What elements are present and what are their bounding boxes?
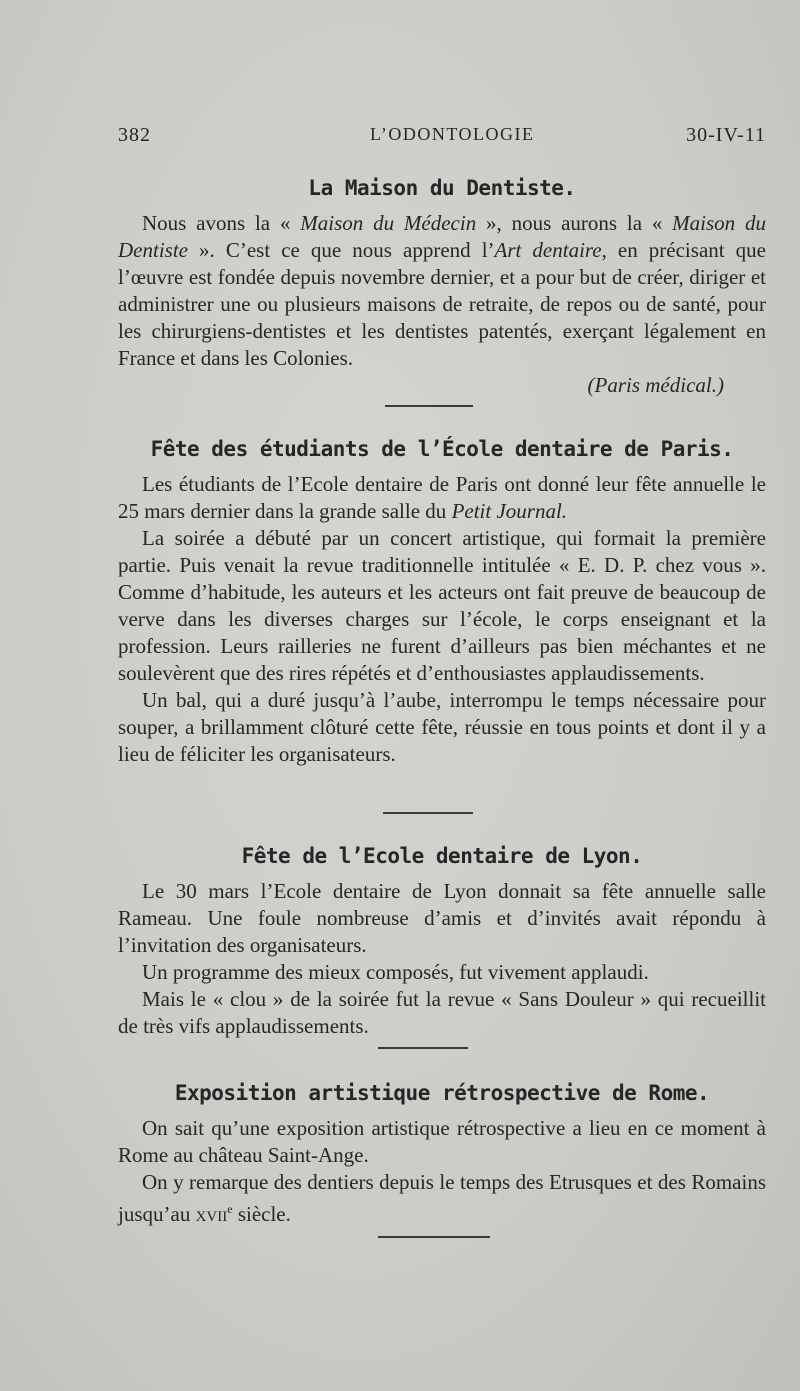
paragraph: On sait qu’une exposition artistique rétrospective a lieu en ce moment à Rome au château Saint-Ange. [118,1116,766,1167]
section-title: Fête de l’Ecole dentaire de Lyon. [241,844,643,868]
section-divider [378,1236,490,1238]
paragraph: Un bal, qui a duré jusqu’à l’aube, interrompu le temps nécessaire pour souper, a brillamment clôturé cette fête, réussie en tous points et dont il y a lieu de féliciter les organisateurs. [118,688,766,766]
paragraph: Les étudiants de l’Ecole dentaire de Paris ont donné leur fête annuelle le 25 mars dernier dans la grande salle du Petit Journal. [118,472,766,523]
section-exposition-rome [118,1081,766,1228]
issue-date: 30-IV-11 [686,124,766,146]
running-head [118,124,766,154]
paragraph: Nous avons la « Maison du Médecin », nous aurons la « Maison du Dentiste ». C’est ce que nous apprend l’Art dentaire, en précisant que l’œuvre est fondée depuis novembre dernier, et a pour but de créer, diriger et administrer une ou plusieurs maisons de retraite, de repos ou de santé, pour les chirurgiens-dentistes et les dentistes patentés, exerçant légalement en France et dans les Colonies. [118,211,766,370]
section-divider [378,1047,468,1049]
paragraph: On y remarque des dentiers depuis le temps des Etrusques et des Romains jusqu’au xvii$^e$ siècle. [118,1170,766,1226]
section-title: Fête des étudiants de l’École dentaire de Paris. [150,437,734,461]
section-title: Exposition artistique rétrospective de Rome. [174,1081,710,1105]
paragraph: Le 30 mars l’Ecole dentaire de Lyon donnait sa fête annuelle salle Rameau. Une foule nombreuse d’amis et d’invités avait répondu à l’invitation des organisateurs. [118,879,766,957]
paragraph: Mais le « clou » de la soirée fut la revue « Sans Douleur » qui recueillit de très vifs applaudissements. [118,987,766,1038]
paragraph: La soirée a débuté par un concert artistique, qui formait la première partie. Puis venait la revue traditionnelle intitulée « E. D. P. chez vous ». Comme d’habitude, les auteurs et les acteurs ont fait preuve de beaucoup de verve dans les diverses charges sur l’école, le corps enseignant et la profession. Leurs railleries ne furent d’ailleurs pas bien méchantes et ne soulevèrent que des rires répétés et d’enthousiastes applaudissements. [118,526,766,685]
source-citation: (Paris médical.) [587,373,724,397]
section-divider [383,812,473,814]
section-maison-dentiste [118,176,766,399]
journal-title: L’ODONTOLOGIE [370,124,535,144]
page-number: 382 [118,124,151,146]
section-fete-lyon [118,844,766,1040]
section-fete-paris [118,437,766,768]
section-divider [385,405,473,407]
paragraph: Un programme des mieux composés, fut vivement applaudi. [142,960,649,984]
section-title: La Maison du Dentiste. [308,176,576,200]
